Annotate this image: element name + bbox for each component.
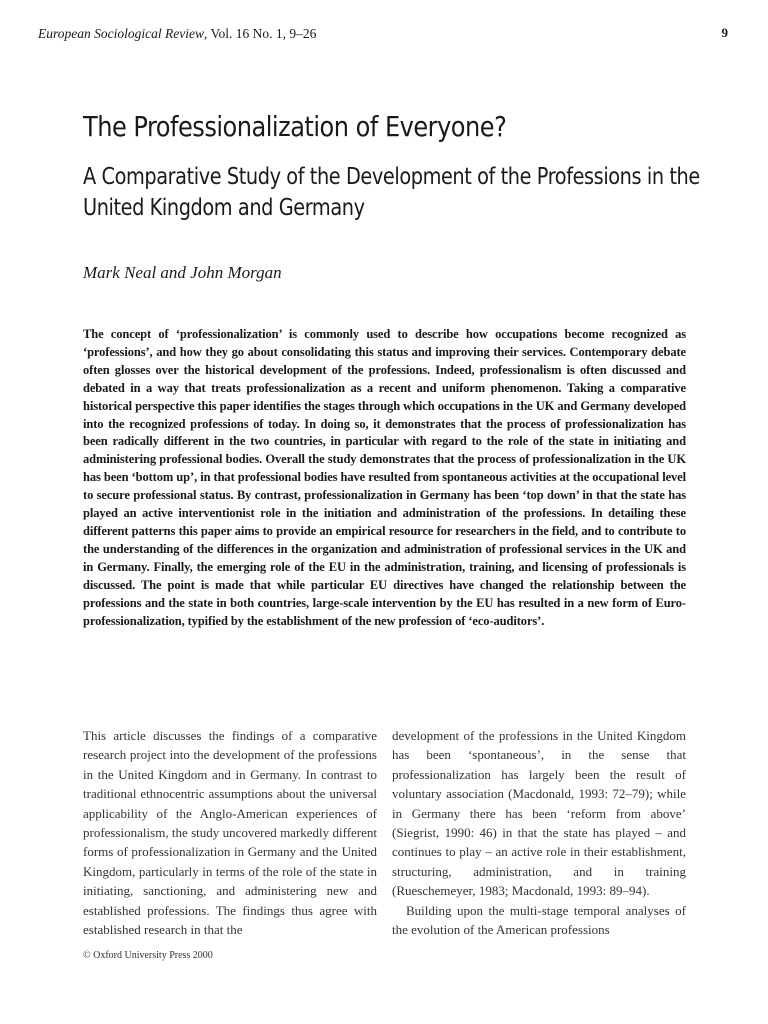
article-subtitle: A Comparative Study of the Development of the Professions in the United Kingdom and Germany (83, 164, 700, 221)
article-authors: Mark Neal and John Morgan (83, 263, 282, 282)
running-header (38, 26, 316, 42)
body-column-right (392, 726, 686, 939)
body-paragraph: development of the professions in the United Kingdom has been ‘spontaneous’, in the sense that professionalization has largely been the result of voluntary association (Macdonald, 1993: 72–79); while in Germany there has been ‘reform from above’ (Siegrist, 1990: 46) in that the state has played – and continues to play – an active role in their establishment, structuring, administration, and in training (Rueschemeyer, 1983; Macdonald, 1993: 89–94). (392, 728, 686, 899)
copyright-notice: © Oxford University Press 2000 (83, 950, 213, 961)
abstract: The concept of ‘professionalization’ is commonly used to describe how occupations become recognized as ‘professions’, and how they go about consolidating this status and improving their services. Contemporary debate often glosses over the historical development of the professions. Indeed, professionalism is often discussed and debated in a way that treats professionalization as a recent and uniform phenomenon. Taking a comparative historical perspective this paper identifies the stages through which occupations in the UK and Germany developed into the recognized professions of today. In doing so, it demonstrates that the process of professionalization has been radically different in the two countries, in particular with regard to the role of the state in initiating and administering professional bodies. Overall the study demonstrates that the process of professionalization in the UK has been ‘bottom up’, in that professional bodies have resulted from spontaneous activities at the occupational level to secure professional status. By contrast, professionalization in Germany has been ‘top down’ in that the state has played an active interventionist role in the initiation and administration of the professions. In detailing these different patterns this paper aims to provide an empirical resource for researchers in the field, and to contribute to the understanding of the differences in the organization and administration of professional services in the UK and in Germany. Finally, the emerging role of the EU in the administration, training, and licensing of professionals is discussed. The point is made that while particular EU directives have changed the relationship between the professions and the state in both countries, large-scale intervention by the EU has resulted in a new form of Euro-professionalization, typified by the establishment of the new profession of ‘eco-auditors’. (83, 327, 686, 628)
body-column-left (83, 726, 377, 939)
journal-volume: , Vol. 16 No. 1, 9–26 (203, 26, 317, 41)
body-paragraph: This article discusses the findings of a comparative research project into the development of the professions in the United Kingdom and in Germany. In contrast to traditional ethnocentric assumptions about the universal applicability of the Anglo-American experiences of professionalism, the study uncovered markedly different forms of professionalization in Germany and the United Kingdom, particularly in terms of the role of the state in initiating, sanctioning, and administering new and established professions. The findings thus agree with established research in that the (83, 728, 377, 938)
body-paragraph: Building upon the multi-stage temporal analyses of the evolution of the American professions (392, 902, 686, 938)
article-title: The Professionalization of Everyone? (83, 110, 507, 143)
page-number: 9 (721, 25, 728, 40)
journal-name: European Sociological Review (38, 26, 204, 41)
